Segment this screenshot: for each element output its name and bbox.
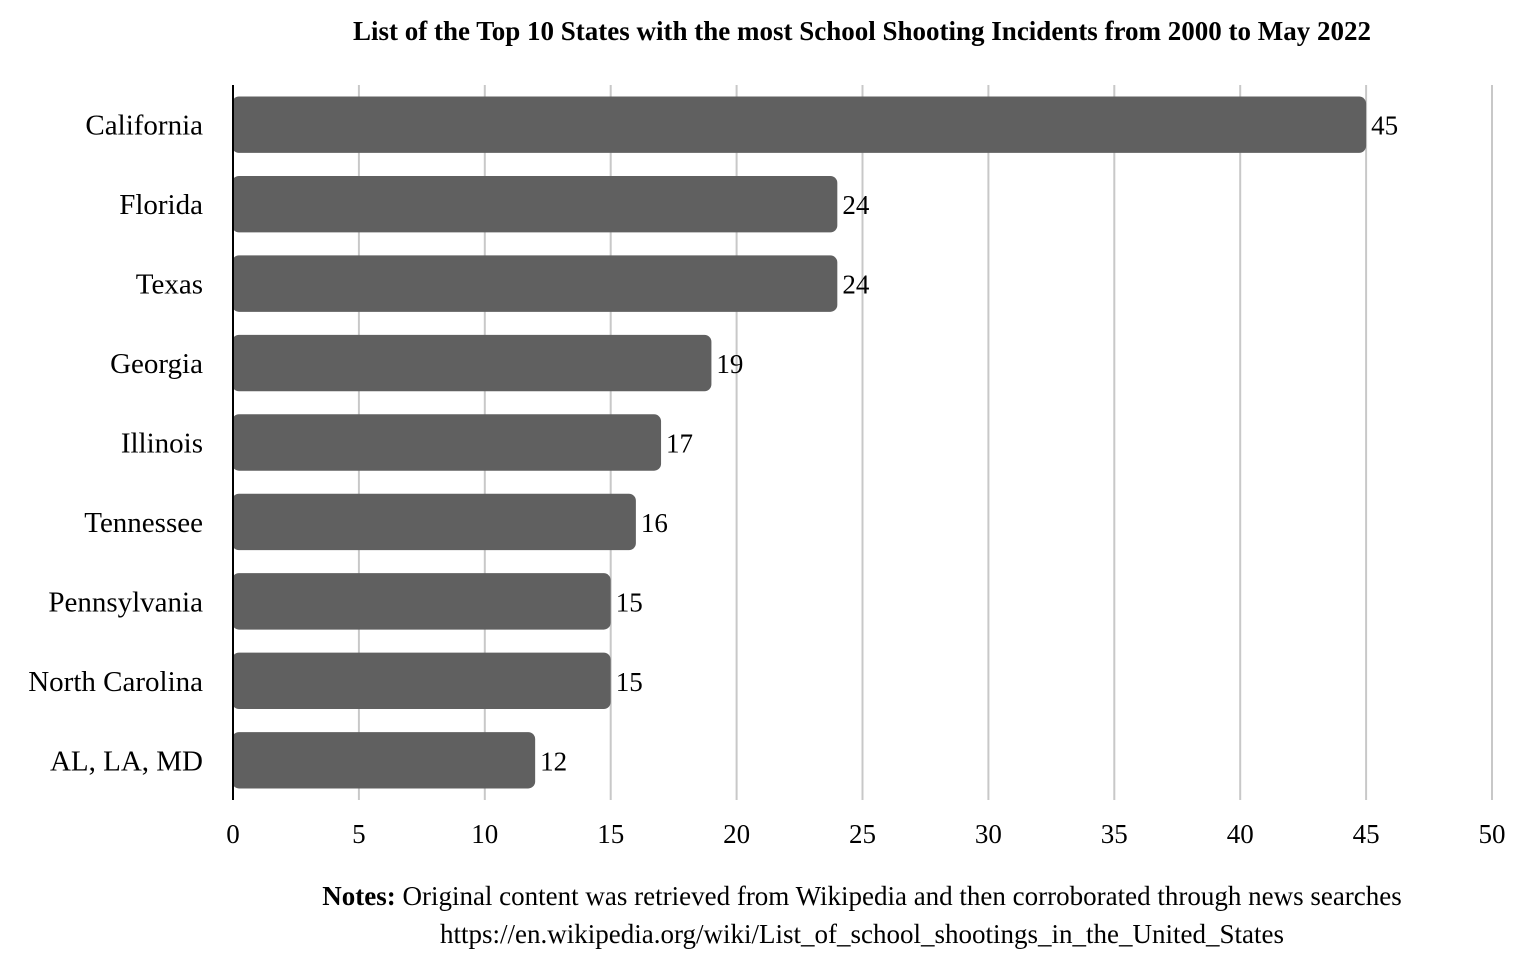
data-label: 45 [1371, 110, 1399, 141]
x-tick-label: 25 [849, 819, 876, 849]
x-tick-label: 35 [1100, 819, 1128, 849]
chart-title: List of the Top 10 States with the most School Shooting Incidents from 2000 to May 2022 [352, 16, 1372, 46]
category-label: Texas [135, 268, 203, 301]
notes-url: https://en.wikipedia.org/wiki/List_of_school_shootings_in_the_United_States [440, 919, 1284, 949]
x-tick-label: 50 [1478, 819, 1506, 849]
data-label: 24 [842, 190, 870, 221]
category-label: Illinois [120, 427, 203, 460]
bar [232, 335, 711, 391]
category-label: Pennsylvania [48, 586, 203, 619]
chart-notes [322, 881, 1402, 911]
x-tick-label: 0 [226, 819, 240, 849]
x-tick-label: 20 [723, 819, 751, 849]
x-tick-label: 10 [471, 819, 499, 849]
bar [232, 97, 1366, 153]
data-label: 19 [716, 349, 744, 380]
category-label: Florida [119, 189, 203, 222]
category-label: North Carolina [28, 665, 203, 698]
category-label: California [85, 109, 203, 142]
bars [232, 97, 1366, 789]
bar [232, 414, 661, 470]
category-label: Tennessee [84, 506, 203, 539]
category-label: Georgia [110, 348, 203, 381]
bar [232, 176, 837, 232]
x-tick-label: 30 [974, 819, 1002, 849]
category-labels [28, 110, 203, 778]
x-axis-tick-labels [226, 819, 1505, 849]
notes-text: Original content was retrieved from Wikipedia and then corroborated through news searches [402, 881, 1402, 911]
notes-spacer [396, 881, 403, 911]
data-label: 15 [615, 587, 643, 618]
bar [232, 494, 636, 550]
x-tick-label: 15 [597, 819, 625, 849]
data-label: 17 [666, 428, 694, 459]
bar [232, 653, 611, 709]
bar [232, 573, 611, 629]
x-tick-label: 40 [1226, 819, 1254, 849]
x-tick-label: 45 [1352, 819, 1380, 849]
data-label: 15 [615, 666, 643, 697]
notes-label: Notes: [322, 881, 396, 911]
category-label: AL, LA, MD [49, 745, 203, 778]
bar [232, 255, 837, 311]
data-label: 16 [640, 507, 668, 538]
data-label: 12 [540, 746, 568, 777]
data-label: 24 [842, 269, 870, 300]
x-tick-label: 5 [352, 819, 366, 849]
bar [232, 732, 535, 788]
